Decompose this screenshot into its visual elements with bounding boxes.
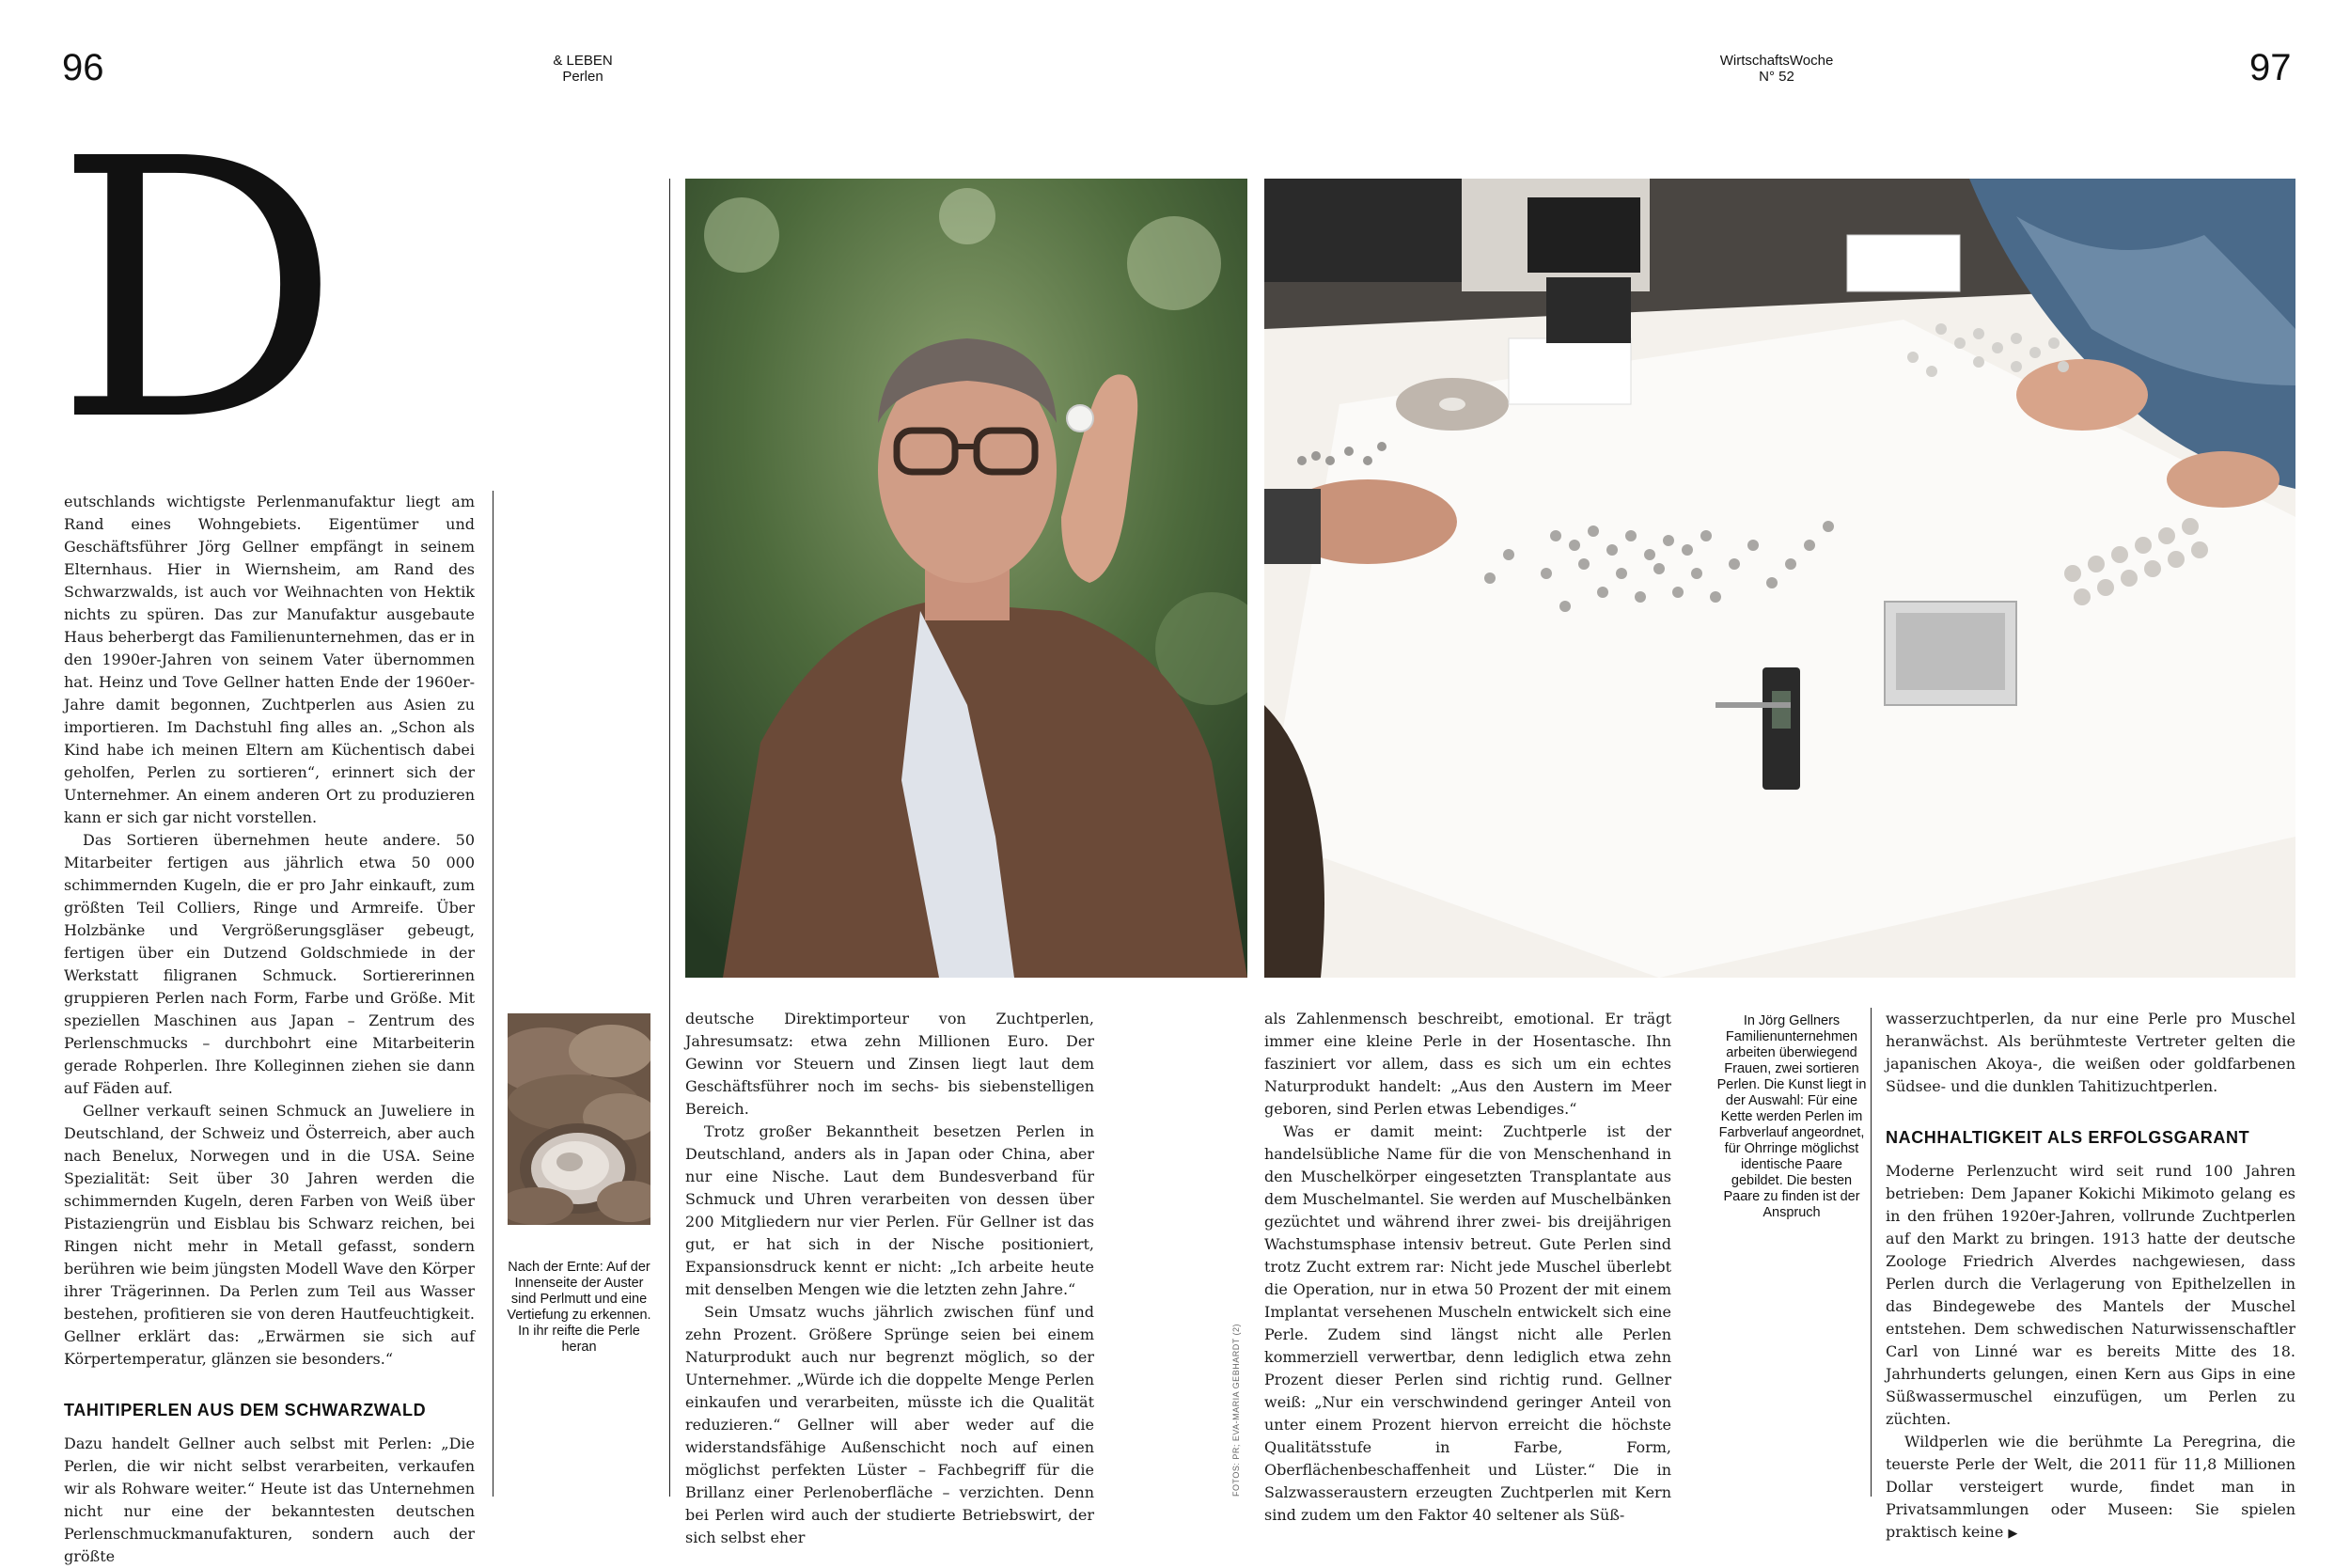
issue-number: N° 52 (1759, 69, 1794, 85)
drop-cap: D (55, 83, 341, 499)
paragraph (1886, 1431, 2295, 1545)
magazine-name: WirtschaftsWoche (1719, 53, 1834, 69)
paragraph: Was er damit meint: Zuchtperle ist der handelsübliche Name für die von Menschenhand in den Muschelkörper eingesetzten Transplantate aus dem Muschelmantel. Sie werden auf Muschelbänken gezüchtet und während ihrer zwei- bis dreijährigen Wachstumsphase intensiv betreut. Gute Perlen sind trotz Zucht extrem rar: Nicht jede Muschel überlebt die Operation, nur in etwa 50 Prozent der mit einem Implantat versehenen Muscheln entwickelt sich eine Perle. Zudem sind längst nicht alle Perlen kommerziell verwertbar, denn lediglich etwa zehn Prozent dieser Perlen sind richtig rund. Gellner weiß: „Nur ein verschwindend geringer Anteil von unter einem Prozent hiervon erreicht die höchste Qualitätsstufe in Farbe, Form, Oberflächenbeschaffenheit und Lüster.“ Die in Salzwasseraustern erzeugten Zuchtperlen mit Kern sind zudem um den Faktor 40 seltener als Süß- (1264, 1122, 1671, 1524)
left-running-head (526, 53, 639, 85)
paragraph: als Zahlenmensch beschreibt, emotional. Er trägt immer eine kleine Perle in der Hosentasche. Ihn fasziniert vor allem, dass es sich um ein echtes Naturprodukt handelt: „Aus den Austern im Meer geboren, sind Perlen etwas Lebendiges.“ (1264, 1010, 1671, 1118)
paragraph: Dazu handelt Gellner auch selbst mit Perlen: „Die Perlen, die wir nicht selbst verarbeiten, verkaufen wir als Rohware weiter.“ Heute ist das Unternehmen nicht nur eine der bekanntesten deutschen Perlenschmuckmanufakturen, sondern auch der größte (64, 1435, 475, 1565)
column-rule (669, 179, 670, 1497)
paragraph: Trotz großer Bekanntheit besetzen Perlen in Deutschland, anders als in Japan oder China, aber nur eine Nische. Laut dem Bundesverband für Schmuck und Uhren verarbeiten von dessen über 200 Mitgliedern nur vier Perlen. Für Gellner ist das gut, er hat sich in der Nische positioniert, Expansionsdruck kennt er nicht: „Ich arbeite heute mit denselben Mengen wie die letzten zehn Jahre.“ (685, 1122, 1094, 1298)
paragraph: Gellner verkauft seinen Schmuck an Juweliere in Deutschland, der Schweiz und Österreich, aber auch nach Benelux, Norwegen und in die USA. Seine Spezialität: Seit über 30 Jahren werden die schimmernden Kugeln, deren Farben von Weiß über Pistaziengrün und Eisblau bis Schwarz reichen, bei Ringen nicht mehr in Metall gefasst, sondern berühren wie beim jüngsten Modell Wave den Körper ihrer Trägerinnen. Da Perlen zum Teil aus Wasser bestehen, profitieren sie von deren Hautfeuchtigkeit. Gellner erklärt das: „Erwärmen sie sich auf Körpertemperatur, glänzen sie besonders.“ (64, 1102, 475, 1368)
sorting-image (1264, 179, 2295, 978)
paragraph: Moderne Perlenzucht wird seit rund 100 Jahren betrieben: Dem Japaner Kokichi Mikimoto gelang es in den frühen 1920er-Jahren, vollrunde Zuchtperlen auf den Markt zu bringen. 1913 hatte der deutsche Zoologe Friedrich Alverdes nachgewiesen, dass Perlen durch die Verlagerung von Epithelzellen in das Bindegewebe des Mantels der Muschel entstehen. Dem schwedischen Naturwissenschaftler Carl von Linné war es bereits Mitte des 18. Jahrhunderts gelungen, einen Kern aus Gips in eine Süßwassermuschel einzufügen, um Perlen zu züchten. (1886, 1162, 2295, 1428)
paragraph-text: Wildperlen wie die berühmte La Peregrina, die teuerste Perle der Welt, die 2011 für 11,8 Millionen Dollar versteigert wurde, findet man in Privatsammlungen oder Museen: Sie spielen praktisch keine (1886, 1433, 2295, 1541)
portrait-image (685, 179, 1247, 978)
column-rule (493, 491, 494, 1497)
article-column-2 (685, 1008, 1094, 1549)
left-page-number: 96 (62, 47, 104, 88)
paragraph: Sein Umsatz wuchs jährlich zwischen fünf und zehn Prozent. Größere Sprünge seien bei einem Naturprodukt auch nur begrenzt möglich, so der Unternehmer. „Würde ich die doppelte Menge Perlen einkaufen und verarbeiten, müsste ich die Qualität reduzieren.“ Gellner will aber weder auf die widerstandsfähige Außenschicht noch auf einen möglichst perfekten Lüster – Fachbegriff für die Brillanz einer Perlenoberfläche – verzichten. Denn bei Perlen wird auch der studierte Betriebswirt, der sich selbst eher (685, 1303, 1094, 1546)
article-column-4 (1886, 1008, 2295, 1545)
subhead-tahiti: TAHITIPERLEN AUS DEM SCHWARZWALD (64, 1401, 427, 1419)
subsection-label: Perlen (562, 69, 603, 85)
right-page-number: 97 (2249, 47, 2292, 88)
sorting-caption: In Jörg Gellners Familienunternehmen arbeiten überwiegend Frauen, zwei sortieren Perlen. Die Kunst liegt in der Auswahl: Für eine Kette werden Perlen im Farbverlauf angeordnet, für Ohrringe möglichst identische Paare gebildet. Die besten Paare zu finden ist der Anspruch (1716, 1013, 1867, 1220)
oyster-photo (508, 1013, 650, 1225)
column-rule (1871, 1008, 1872, 1497)
portrait-photo (685, 179, 1247, 978)
oyster-image (508, 1013, 650, 1225)
sorting-photo (1264, 179, 2295, 978)
paragraph: Das Sortieren übernehmen heute andere. 50 Mitarbeiter fertigen aus jährlich etwa 50 000 schimmernden Kugeln, die er pro Jahr einkauft, zum größten Teil Colliers, Ringe und Armreife. Über Holzbänke und Vergrößerungsgläser gebeugt, fertigen über ein Dutzend Goldschmiede in der Werkstatt filigranen Schmuck. Sortiererinnen gruppieren Perlen nach Form, Farbe und Größe. Mit speziellen Maschinen aus Japan – Zentrum des Perlenschmucks – durchbohrt eine Mitarbeiterin gerade Rohperlen. Ihre Kolleginnen ziehen sie dann auf Fäden auf. (64, 831, 475, 1097)
subhead-nachhaltigkeit: NACHHALTIGKEIT ALS ERFOLGSGARANT (1886, 1128, 2250, 1147)
paragraph: wasserzuchtperlen, da nur eine Perle pro Muschel heranwächst. Als berühmteste Vertreter gelten die japanischen Akoya-, die weißen oder goldfarbenen Südsee- und die dunklen Tahitizuchtperlen. (1886, 1010, 2295, 1095)
section-label: & LEBEN (553, 53, 613, 69)
paragraph: eutschlands wichtigste Perlenmanufaktur liegt am Rand eines Wohngebiets. Eigentümer und Geschäftsführer Jörg Gellner empfängt in seinem Elternhaus. Hier in Wiernsheim, am Rand des Schwarzwalds, ist auch vor Weihnachten von Hektik nichts zu spüren. Das zur Manufaktur ausgebaute Haus beherbergt das Familienunternehmen, das er in den 1990er-Jahren von seinem Vater übernommen hat. Heinz und Tove Gellner hatten Ende der 1960er-Jahre damit begonnen, Zuchtperlen aus Asien zu importieren. Im Dachstuhl fing alles an. „Schon als Kind habe ich meinen Eltern am Küchentisch dabei geholfen, Perlen zu sortieren“, erinnert sich der Unternehmer. An einem anderen Ort zu produzieren kann er sich gar nicht vorstellen. (64, 493, 475, 826)
photo-credit: FOTOS: PR; EVA-MARIA GEBHARDT (2) (1231, 1323, 1241, 1497)
right-running-head (1692, 53, 1861, 85)
paragraph: deutsche Direktimporteur von Zuchtperlen, Jahresumsatz: etwa zehn Millionen Euro. Der Gewinn vor Steuern und Zinsen liegt laut dem Geschäftsführer noch im sechs- bis siebenstelligen Bereich. (685, 1010, 1094, 1118)
oyster-caption: Nach der Ernte: Auf der Innenseite der Auster sind Perlmutt und eine Vertiefung zu erkennen. In ihr reifte die Perle heran (507, 1260, 651, 1355)
continue-arrow-icon: ▶ (2008, 1527, 2018, 1541)
article-column-1 (64, 491, 475, 1568)
article-column-3 (1264, 1008, 1671, 1527)
